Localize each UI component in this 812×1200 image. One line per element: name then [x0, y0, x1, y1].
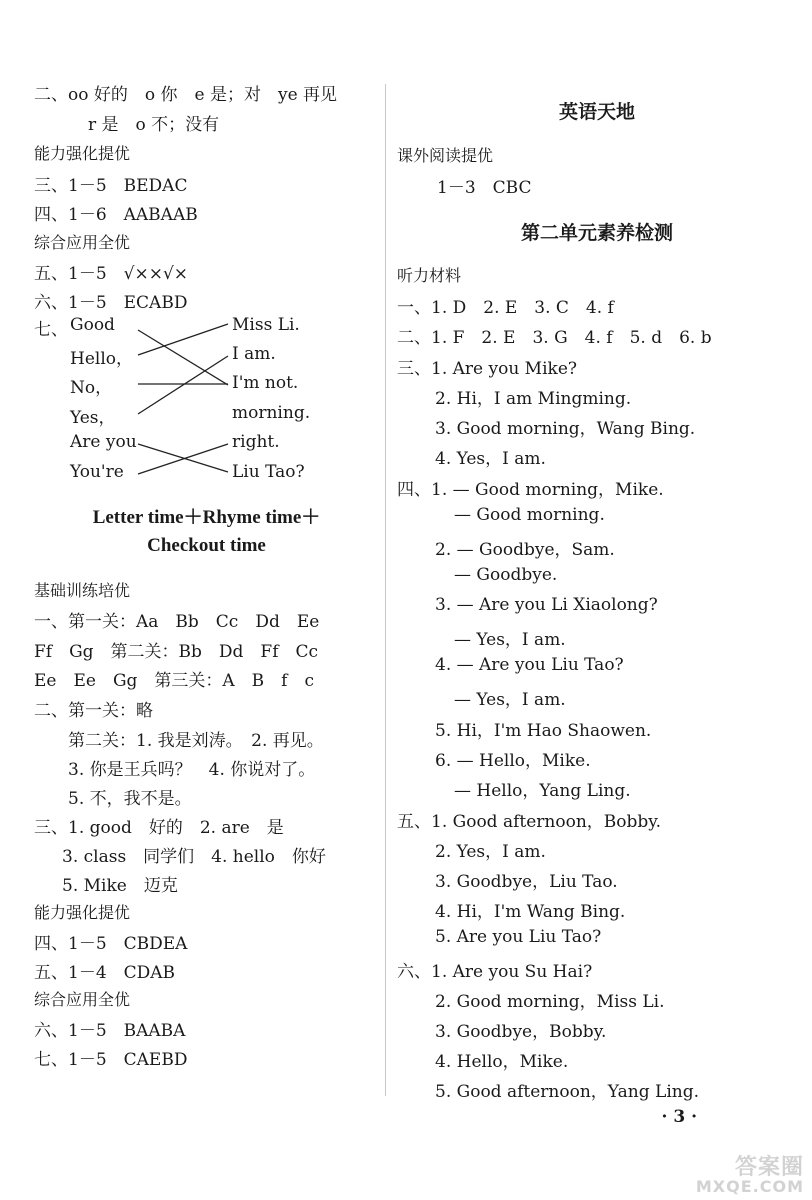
answer-line: 2. — Goodbye，Sam. [435, 540, 615, 560]
answer-line: 三、1. Are you Mike? [397, 359, 578, 379]
match-left-item: Are you [70, 432, 137, 452]
answer-line: 3. class 同学们 4. hello 你好 [62, 847, 326, 867]
match-line [138, 356, 228, 414]
answer-line: 三、1－5 BEDAC [34, 176, 188, 196]
watermark-url: MXQE.COM [695, 1177, 804, 1197]
answer-line: — Hello，Yang Ling. [454, 781, 631, 801]
section-heading: 综合应用全优 [34, 990, 131, 1009]
match-right-item: I'm not. [232, 373, 299, 393]
section-heading: 能力强化提优 [34, 144, 131, 163]
answer-line: 3. Goodbye，Liu Tao. [435, 872, 618, 892]
match-line [138, 324, 228, 355]
section-heading: 课外阅读提优 [397, 146, 494, 165]
answer-line: 6. — Hello，Mike. [435, 751, 591, 771]
answer-line: 六、1. Are you Su Hai? [397, 962, 593, 982]
lesson-title-line2: Checkout time [147, 535, 266, 556]
match-line [138, 330, 228, 385]
match-left-item: Yes， [70, 408, 116, 428]
answer-line: Ee Ee Gg 第三关：A B f c [34, 671, 314, 691]
section-heading: 听力材料 [397, 266, 462, 285]
watermark-text: 答案圈 [734, 1155, 804, 1181]
unit-title: 第二单元素养检测 [520, 222, 673, 244]
match-right-item: I am. [232, 344, 276, 364]
answer-line: 4. Hello，Mike. [435, 1052, 569, 1072]
match-left-item: No， [70, 378, 113, 398]
answer-line: 3. Good morning，Wang Bing. [435, 419, 696, 439]
answer-line: — Good morning. [454, 505, 605, 525]
answer-line: 4. — Are you Liu Tao? [435, 655, 624, 675]
section-heading: 基础训练培优 [34, 581, 131, 600]
answer-line: 5. Are you Liu Tao? [435, 927, 602, 947]
match-left-item: You're [70, 462, 124, 482]
answer-line: 4. Hi，I'm Wang Bing. [435, 902, 626, 922]
match-right-item: Miss Li. [232, 315, 300, 335]
answer-line: 四、1－6 AABAAB [34, 205, 198, 225]
answer-line: 5. Mike 迈克 [62, 876, 178, 896]
answer-line: Ff Gg 第二关：Bb Dd Ff Cc [34, 642, 319, 662]
section-title: 英语天地 [558, 101, 635, 123]
watermark-logo [696, 1156, 804, 1196]
answer-line: 一、1. D 2. E 3. C 4. f [397, 298, 614, 318]
question-label: 七、 [34, 320, 68, 340]
column-divider [385, 84, 386, 1096]
answer-line: 二、1. F 2. E 3. G 4. f 5. d 6. b [397, 328, 712, 348]
answer-line: 四、1－5 CBDEA [34, 934, 188, 954]
answer-line: 六、1－5 BAABA [34, 1021, 186, 1041]
answer-line: 1－3 CBC [437, 178, 532, 198]
answer-line: 5. 不，我不是。 [68, 789, 192, 809]
answer-line: 四、1. — Good morning，Mike. [397, 480, 664, 500]
answer-line: 一、第一关：Aa Bb Cc Dd Ee [34, 612, 320, 632]
matching-lines [34, 0, 379, 500]
match-left-item: Good [70, 315, 115, 335]
answer-line: — Yes，I am. [454, 690, 566, 710]
answer-line: 5. Good afternoon，Yang Ling. [435, 1082, 700, 1102]
answer-line: 5. Hi，I'm Hao Shaowen. [435, 721, 652, 741]
answer-line: 3. Goodbye，Bobby. [435, 1022, 607, 1042]
section-heading: 综合应用全优 [34, 233, 131, 252]
answer-line: 七、1－5 CAEBD [34, 1050, 188, 1070]
answer-line: 三、1. good 好的 2. are 是 [34, 818, 284, 838]
answer-line: 3. — Are you Li Xiaolong? [435, 595, 658, 615]
section-heading: 能力强化提优 [34, 903, 131, 922]
answer-line: 2. Yes，I am. [435, 842, 546, 862]
answer-line: 五、1. Good afternoon，Bobby. [397, 812, 662, 832]
answer-line: 五、1－5 √××√× [34, 264, 189, 284]
answer-line: 六、1－5 ECABD [34, 293, 188, 313]
answer-line: 第二关：1. 我是刘涛。 2. 再见。 [68, 731, 324, 751]
page-number: · 3 · [661, 1107, 697, 1127]
answer-line: 二、第一关：略 [34, 701, 153, 721]
lesson-title-line1: Letter time＋Rhyme time＋ [92, 507, 321, 528]
answer-line: 3. 你是王兵吗？ 4. 你说对了。 [68, 760, 316, 780]
answer-line: 2. Good morning，Miss Li. [435, 992, 665, 1012]
answer-line: 2. Hi，I am Mingming. [435, 389, 632, 409]
answer-line: 五、1－4 CDAB [34, 963, 176, 983]
match-right-item: right. [232, 432, 280, 452]
answer-line: r 是 o 不；没有 [88, 115, 220, 135]
match-right-item: morning. [232, 403, 311, 423]
match-right-item: Liu Tao? [232, 462, 305, 482]
answer-line: — Yes，I am. [454, 630, 566, 650]
answer-line: — Goodbye. [454, 565, 558, 585]
match-left-item: Hello， [70, 349, 133, 369]
answer-line: 4. Yes，I am. [435, 449, 546, 469]
answer-line: 二、oo 好的 o 你 e 是；对 ye 再见 [34, 85, 338, 105]
